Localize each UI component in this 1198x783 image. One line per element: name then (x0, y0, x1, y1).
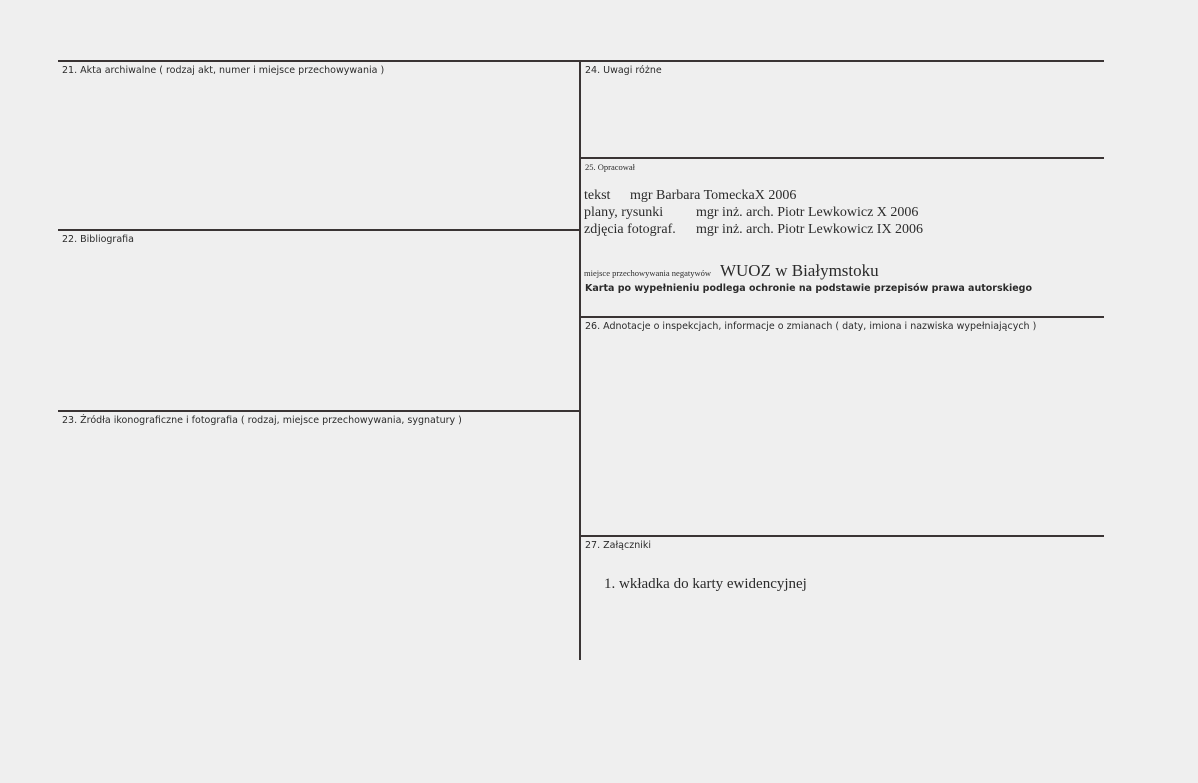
section-27-label: 27. Załączniki (585, 540, 651, 551)
negatives-label: miejsce przechowywania negatywów (584, 268, 711, 278)
author-role: zdjęcia fotograf. (584, 222, 676, 237)
copyright-note: Karta po wypełnieniu podlega ochronie na podstawie przepisów prawa autorskiego (585, 283, 1032, 294)
section-24-label: 24. Uwagi różne (585, 65, 662, 76)
rule-23 (58, 410, 580, 412)
section-21-label: 21. Akta archiwalne ( rodzaj akt, numer i miejsce przechowywania ) (62, 65, 385, 76)
negatives-row (584, 262, 879, 279)
section-22-label: 22. Bibliografia (62, 234, 134, 245)
author-name: mgr Barbara TomeckaX 2006 (630, 188, 797, 203)
author-name: mgr inż. arch. Piotr Lewkowicz X 2006 (696, 205, 919, 220)
rule-27 (580, 535, 1104, 537)
rule-22 (58, 229, 580, 231)
author-name: mgr inż. arch. Piotr Lewkowicz IX 2006 (696, 222, 924, 237)
section-25-label: 25. Opracował (585, 162, 636, 172)
section-26-label: 26. Adnotacje o inspekcjach, informacje o zmianach ( daty, imiona i nazwiska wypełniających ) (585, 321, 1037, 332)
author-row (584, 206, 918, 220)
center-divider (579, 60, 581, 660)
negatives-value: WUOZ w Białymstoku (719, 261, 879, 280)
rule-26 (580, 316, 1104, 318)
author-role: plany, rysunki (584, 205, 664, 220)
author-row (584, 223, 923, 237)
author-role: tekst (584, 188, 611, 203)
top-rule (58, 60, 1104, 62)
section-23-label: 23. Źródła ikonograficzne i fotografia ( rodzaj, miejsce przechowywania, sygnatury ) (62, 415, 462, 426)
rule-25 (580, 157, 1104, 159)
attachment-item: 1. wkładka do karty ewidencyjnej (604, 576, 807, 592)
author-row (584, 189, 796, 203)
